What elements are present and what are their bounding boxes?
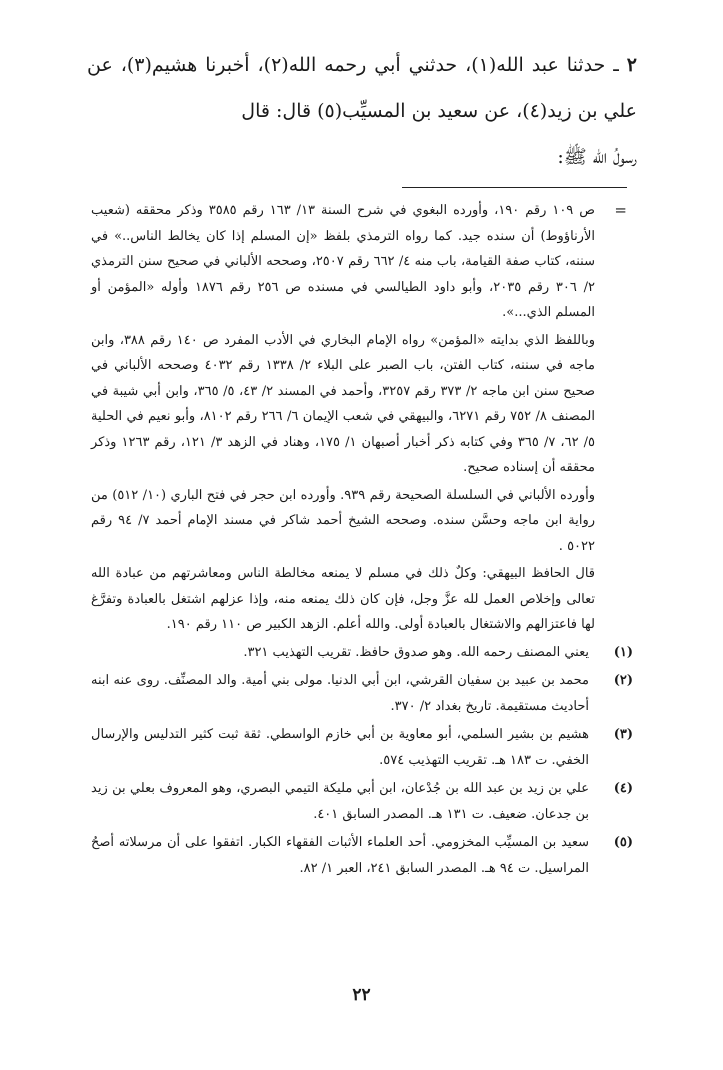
note-paragraph-2: وباللفظ الذي بدايته «المؤمن» رواه الإمام البخاري في الأدب المفرد ص ١٤٠ رقم ٣٨٨، وابن ماجه في سننه، كتاب الفتن، باب الصبر على البلاء ٢/ ١٣٣٨ رقم ٤٠٣٢ وصححه الألباني في صحيح سنن ابن ماجه ٢/ ٣٧٣ رقم ٣٢٥٧، وأحمد في المسند ٢/ ٤٣، ٥/ ٣٦٥، وابن أبي شيبة في المصنف ٨/ ٧٥٢ رقم ٦٢٧١، والبيهقي في شعب الإيمان ٦/ ٢٦٦ رقم ٨١٠٢، وأبو نعيم في الحلية ٥/ ٦٢، ٧/ ٣٦٥ وفي كتابه ذكر أخبار أصبهان ١/ ١٧٥، وهناد في الزهد ٣/ ١٢١، رقم ١٢٦٣ وذكر محققه أن إسناده صحيح. (91, 332, 596, 475)
hadith-line-1: ـ حدثنا عبد الله(١)، حدثني أبي رحمه الله(٢)، أخبرنا (205, 54, 619, 76)
footnote-1 (91, 640, 633, 666)
footnote-text: يعني المصنف رحمه الله. وهو صدوق حافظ. تقريب التهذيب ٣٢١. (243, 644, 589, 660)
hadith-number: ٢ (626, 54, 637, 76)
footnote-number: (٥) (613, 835, 633, 850)
footnote-text: سعيد بن المسيِّب المخزومي. أحد العلماء الأثبات الفقهاء الكبار. اتفقوا على أن مرسلاته أصحُ المراسيل. ت ٩٤ هـ. المصدر السابق ٢٤١، العبر ١/ ٨٢. (91, 835, 589, 876)
continued-footnote (91, 198, 627, 638)
footnote-5 (91, 830, 633, 881)
footnote-number: (٤) (613, 781, 633, 796)
footnote-text: علي بن زيد بن عبد الله بن جُدْعان، ابن أبي مليكة التيمي البصري، وهو المعروف بعلي بن زيد بن جدعان. ضعيف. ت ١٣١ هـ. المصدر السابق ٤٠١. (91, 781, 589, 822)
footnote-text: هشيم بن بشير السلمي، أبو معاوية بن أبي خازم الواسطي. ثقة ثبت كثير التدليس والإرسال الخفي. ت ١٨٣ هـ. تقريب التهذيب ٥٧٤. (91, 727, 589, 768)
footnote-4 (91, 776, 633, 827)
note-paragraph-4: قال الحافظ البيهقي: وكلٌ ذلك في مسلم لا يمنعه مخالطة الناس ومعاشرتهم من عبادة الله تعالى وإخلاص العمل لله عزَّ وجل، فإن كان ذلك يمنعه منه، وإذا عزلهم اشتغل بالعبادة وتفرَّغ لها فاعتزالهم والاشتغال بالعبادة أولى. والله أعلم. الزهد الكبير ص ١١٠ رقم ١٩٠. (91, 566, 595, 632)
hadith-line-3: رسولُ الله ﷺ: (557, 146, 637, 168)
footnotes-area (91, 198, 633, 884)
footnote-number: (١) (613, 644, 633, 660)
footnote-3 (91, 722, 633, 773)
footnote-number: (٢) (613, 673, 633, 688)
note-paragraph-1: ص ١٠٩ رقم ١٩٠، وأورده البغوي في شرح السنة ١٣/ ١٦٣ رقم ٣٥٨٥ وذكر محققه (شعيب الأرناؤوط) أن سنده جيد. كما رواه الترمذي بلفظ «إن المسلم إذا كان يخالط الناس..» في سننه، كتاب صفة القيامة، باب منه ٤/ ٦٦٢ رقم ٢٥٠٧، وصححه الألباني في صحيح سنن الترمذي ٢/ ٣٠٦ رقم ٢٠٣٥، وأبو داود الطيالسي في مسنده ص ٢٥٦ رقم ١٨٧٦ وأوله «المؤمن أو المسلم الذي...». (91, 203, 595, 320)
hadith-text (87, 42, 637, 180)
footnote-text: محمد بن عبيد بن سفيان القرشي، ابن أبي الدنيا. مولى بني أمية. والد المصنِّف. روى عنه ابنه أحاديث مستقيمة. تاريخ بغداد ٢/ ٣٧٠. (91, 673, 589, 714)
footnote-separator (402, 187, 627, 188)
page-number: ٢٢ (352, 985, 371, 1005)
note-paragraph-3: وأورده الألباني في السلسلة الصحيحة رقم ٩٣٩. وأورده ابن حجر في فتح الباري (١٠/ ٥١٢) من رواية ابن ماجه وحسَّن سنده. وصححه الشيخ أحمد شاكر في مسند الإمام أحمد ٧/ ٩٤ رقم ٥٠٢٢ . (91, 487, 596, 554)
hadith-line-2: هشيم(٣)، عن علي بن زيد(٤)، عن سعيد بن المسيِّب(٥) قال: قال (87, 54, 637, 122)
continuation-marker: = (614, 201, 627, 219)
footnote-number: (٣) (613, 727, 633, 742)
footnote-2 (91, 668, 633, 719)
